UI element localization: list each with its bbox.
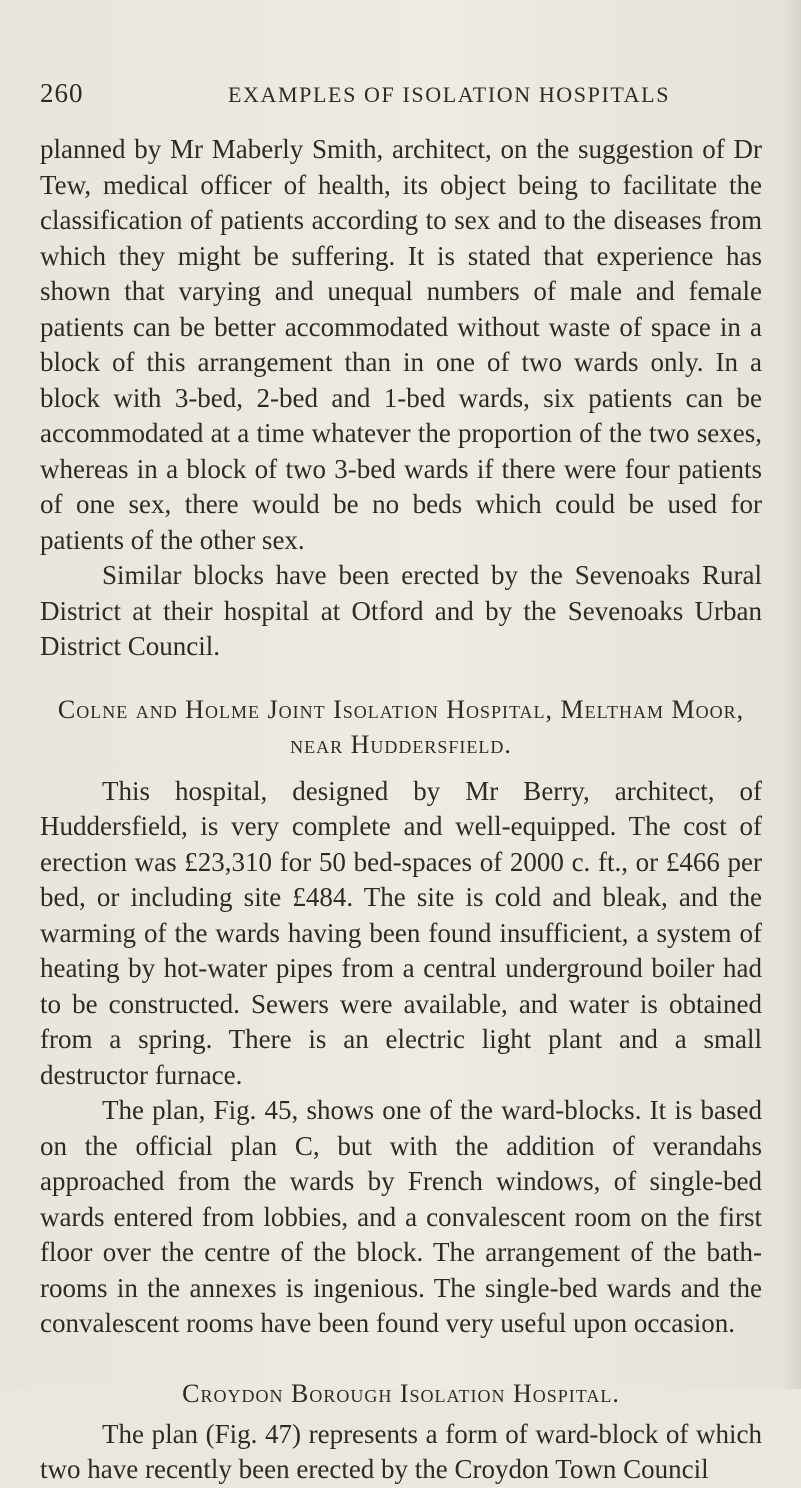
page-body <box>40 132 762 1488</box>
paragraph-sevenoaks: Similar blocks have been erected by the Sevenoaks Rural District at their hospital at Otford and by the Sevenoaks Urban District Council. <box>40 560 762 661</box>
section-heading-colne-holme: Colne and Holme Joint Isolation Hospital, Meltham Moor, near Huddersfield. <box>57 694 745 759</box>
running-head-title: EXAMPLES OF ISOLATION HOSPITALS <box>228 82 671 107</box>
paragraph-croydon: The plan (Fig. 47) represents a form of ward-block of which two have recently been erected by the Croydon Town Council <box>40 1418 762 1484</box>
page-number: 260 <box>40 78 84 108</box>
running-head <box>40 78 760 118</box>
paragraph-colne-description: This hospital, designed by Mr Berry, architect, of Huddersfield, is very complete and well-equipped. The cost of erection was £23,310 for 50 bed-spaces of 2000 c. ft., or £466 per bed, or including site £484. The site is cold and bleak, and the warming of the wards having been found insufficient, a system of heating by hot-water pipes from a central underground boiler had to be constructed. Sewers were available, and water is obtained from a spring. There is an electric light plant and a small destructor furnace. <box>40 775 762 1090</box>
paragraph-continued: planned by Mr Maberly Smith, architect, on the suggestion of Dr Tew, medical officer of health, its object being to facilitate the classification of patients according to sex and to the diseases from which they might be suffering. It is stated that experience has shown that varying and unequal numbers of male and female patients can be better accommodated without waste of space in a block of this arrangement than in one of two wards only. In a block with 3-bed, 2-bed and 1-bed wards, six patients can be accommodated at a time whatever the proportion of the two sexes, whereas in a block of two 3-bed wards if there were four patients of one sex, there would be no beds which could be used for patients of the other sex. <box>40 134 762 555</box>
section-heading-croydon: Croydon Borough Isolation Hospital. <box>182 1378 620 1408</box>
page-edge-shadow <box>783 0 801 1389</box>
paragraph-colne-plan: The plan, Fig. 45, shows one of the ward-blocks. It is based on the official plan C, but with the addition of verandahs approached from the wards by French windows, of single-bed wards entered from lobbies, and a convalescent room on the first floor over the centre of the block. The arrangement of the bath-rooms in the annexes is ingenious. The single-bed wards and the convalescent rooms have been found very useful upon occasion. <box>40 1095 762 1338</box>
